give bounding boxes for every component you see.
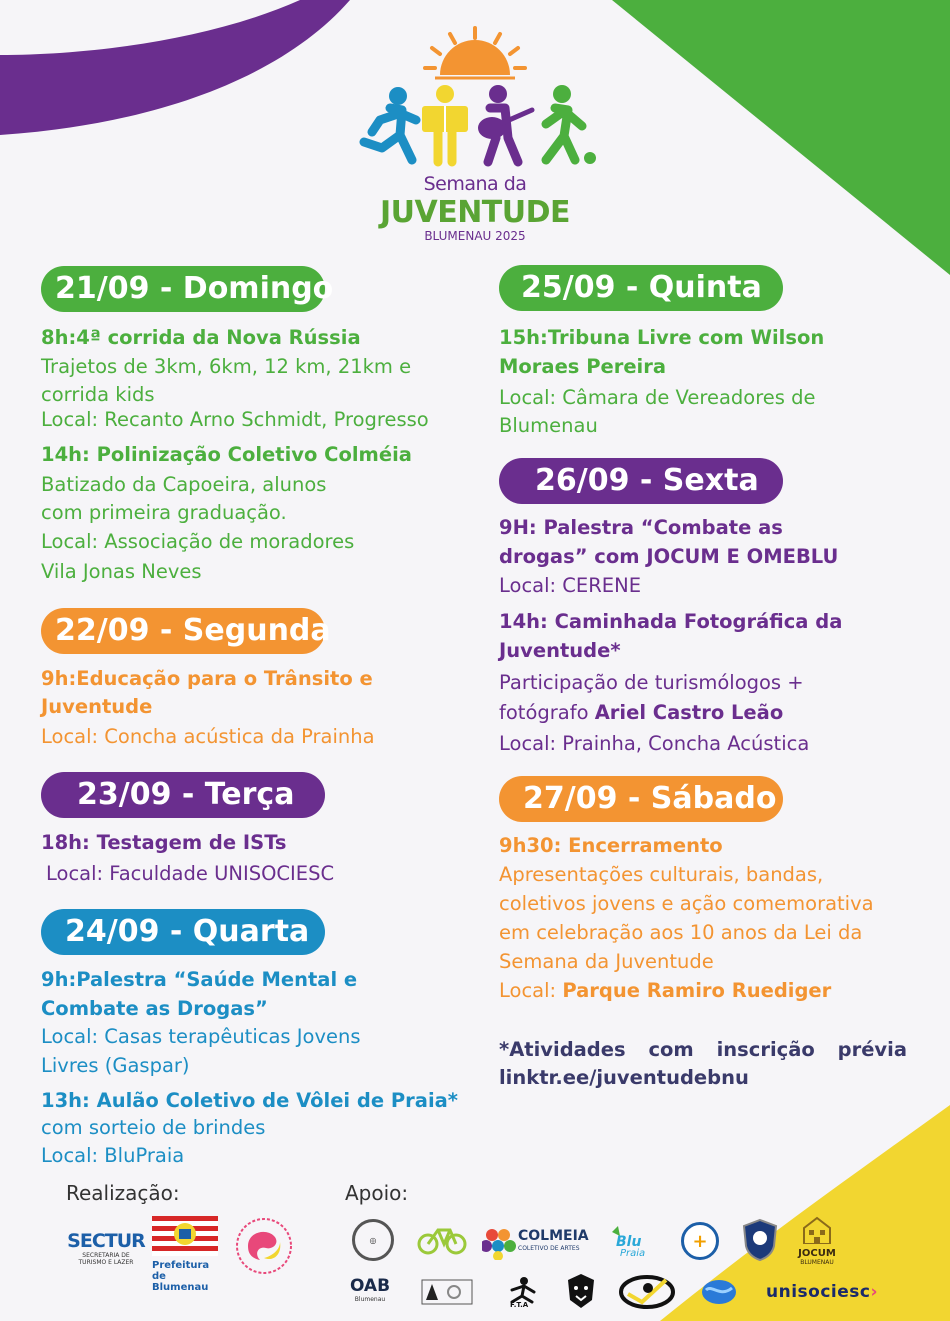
chevron-right-icon: › <box>870 1282 878 1302</box>
event-title: 13h: Aulão Coletivo de Vôlei de Praia* <box>41 1089 458 1112</box>
event-detail-prefix: fotógrafo <box>499 701 595 724</box>
day-header-24: 24/09 - Quarta <box>41 909 325 955</box>
day-header-26: 26/09 - Sexta <box>499 458 783 504</box>
event-detail: Semana da Juventude <box>499 950 714 973</box>
event-title: 14h: Caminhada Fotográfica da <box>499 610 843 633</box>
jocum-sub: BLUMENAU <box>800 1259 834 1266</box>
jocum-building-icon <box>802 1216 832 1244</box>
location-name: Parque Ramiro Ruediger <box>562 979 832 1002</box>
event-detail: com primeira graduação. <box>41 501 287 524</box>
day-header-21: 21/09 - Domingo <box>41 266 325 312</box>
sun-icon <box>440 40 510 75</box>
colmeia-name: COLMEIA <box>518 1228 589 1244</box>
registration-note <box>499 1036 907 1064</box>
purple-swoosh <box>0 0 350 135</box>
oab-logo <box>346 1276 394 1303</box>
colmeia-logo <box>482 1226 594 1260</box>
day-header-23: 23/09 - Terça <box>41 772 325 818</box>
event-title: 9H: Palestra “Combate as <box>499 516 783 539</box>
event-title: 8h:4ª corrida da Nova Rússia <box>41 326 361 349</box>
note-word: inscrição <box>716 1038 815 1061</box>
photographer-name: Ariel Castro Leão <box>594 701 784 724</box>
realizacao-label: Realização: <box>66 1181 180 1205</box>
event-title: 9h:Educação para o Trânsito e <box>41 667 373 690</box>
guitarist-icon <box>478 85 532 162</box>
event-title: 15h:Tribuna Livre com Wilson <box>499 326 825 349</box>
logo-text-small: Semana da <box>423 173 527 195</box>
event-location: Local: Associação de moradores <box>41 530 355 553</box>
event-location <box>499 977 831 1005</box>
event-title: 9h30: Encerramento <box>499 834 723 857</box>
oab-sub: Blumenau <box>354 1296 386 1303</box>
event-location: Local: Casas terapêuticas Jovens <box>41 1025 361 1048</box>
registration-link[interactable]: linktr.ee/juventudebnu <box>499 1066 749 1089</box>
oab-name: OAB <box>349 1276 391 1296</box>
event-location: Local: BluPraia <box>41 1144 185 1167</box>
prefeitura-text: Blumenau <box>152 1282 209 1293</box>
ball-icon <box>584 152 596 164</box>
sectur-logo <box>66 1230 146 1266</box>
fta-logo-icon <box>504 1276 542 1308</box>
day-header-25: 25/09 - Quinta <box>499 265 783 311</box>
apoio-label: Apoio: <box>345 1181 409 1205</box>
event-title: 14h: Polinização Coletivo Colméia <box>41 443 412 466</box>
green-triangle <box>612 0 950 275</box>
event-location: Local: CERENE <box>499 574 642 597</box>
sectur-name: SECTUR <box>67 1230 145 1252</box>
day-header-27: 27/09 - Sábado <box>499 776 783 822</box>
prefeitura-text: Prefeitura de <box>152 1260 210 1282</box>
swoosh-logo-icon <box>618 1272 676 1312</box>
runner-icon <box>364 87 416 160</box>
blupraia-logo-icon <box>608 1222 660 1258</box>
event-location: Local: Câmara de Vereadores de <box>499 386 816 409</box>
event-detail: Trajetos de 3km, 6km, 12 km, 21km e <box>41 355 412 378</box>
event-title: 18h: Testagem de ISTs <box>41 831 287 854</box>
soccer-player-icon <box>546 85 596 164</box>
lion-logo-icon <box>566 1272 596 1310</box>
note-word: com <box>648 1038 694 1061</box>
connect-icon: ◎ <box>352 1219 394 1261</box>
event-title: Moraes Pereira <box>499 355 667 378</box>
location-prefix: Local: <box>499 979 563 1002</box>
logo-illustration <box>350 20 600 170</box>
day-header-22: 22/09 - Segunda <box>41 608 325 654</box>
logo-text-big: JUVENTUDE <box>379 195 571 230</box>
event-detail: Batizado da Capoeira, alunos <box>41 473 327 496</box>
colmeia-sub: COLETIVO DE ARTES <box>518 1245 580 1252</box>
event-location: Local: Recanto Arno Schmidt, Progresso <box>41 408 429 431</box>
prefeitura-logo <box>152 1216 218 1293</box>
event-title: Juventude* <box>499 639 621 662</box>
event-detail: em celebração aos 10 anos da Lei da <box>499 921 863 944</box>
jocum-logo <box>796 1216 838 1266</box>
connect-logo <box>351 1218 395 1262</box>
event-logo <box>350 20 600 250</box>
jocum-name: JOCUM <box>798 1248 836 1259</box>
bike-logo-icon <box>416 1222 468 1260</box>
event-location: Local: Prainha, Concha Acústica <box>499 732 810 755</box>
event-location: Blumenau <box>499 414 598 437</box>
org-circle-logo: + <box>679 1220 721 1262</box>
event-detail: coletivos jovens e ação comemorativa <box>499 892 874 915</box>
council-logo-icon <box>234 1216 294 1276</box>
event-location: Local: Concha acústica da Prainha <box>41 725 375 748</box>
event-location: Local: Faculdade UNISOCIESC <box>46 862 335 885</box>
unisociesc-logo <box>766 1282 878 1302</box>
note-word: *Atividades <box>499 1038 626 1061</box>
event-title: 9h:Palestra “Saúde Mental e <box>41 968 358 991</box>
event-detail: corrida kids <box>41 383 155 406</box>
colmeia-hex-icon <box>482 1226 516 1260</box>
event-title: Combate as Drogas” <box>41 997 268 1020</box>
reader-icon <box>422 85 468 162</box>
sectur-sub: SECRETARIA DE <box>82 1252 130 1259</box>
note-word: prévia <box>837 1038 907 1061</box>
event-title: drogas” com JOCUM E OMEBLU <box>499 545 839 568</box>
event-detail: Apresentações culturais, bandas, <box>499 863 824 886</box>
event-location: Livres (Gaspar) <box>41 1054 190 1077</box>
acesso-logo-icon <box>420 1278 474 1306</box>
svg-text:F.T.A: F.T.A <box>510 1301 529 1308</box>
unisociesc-name: unisociesc <box>766 1282 871 1302</box>
svg-text:Praia: Praia <box>620 1248 646 1258</box>
svg-text:Blu: Blu <box>616 1234 642 1250</box>
event-title: Juventude <box>41 695 153 718</box>
event-detail: com sorteio de brindes <box>41 1116 266 1139</box>
event-detail <box>499 699 783 727</box>
event-detail: Participação de turismólogos + <box>499 671 804 694</box>
shield-logo-icon <box>742 1218 778 1262</box>
prefeitura-flag-icon <box>152 1216 218 1256</box>
event-location: Vila Jonas Neves <box>41 560 202 583</box>
sectur-sub: TURISMO E LAZER <box>78 1259 134 1266</box>
globe-logo-icon <box>700 1278 738 1306</box>
logo-text-sub: BLUMENAU 2025 <box>424 229 526 243</box>
